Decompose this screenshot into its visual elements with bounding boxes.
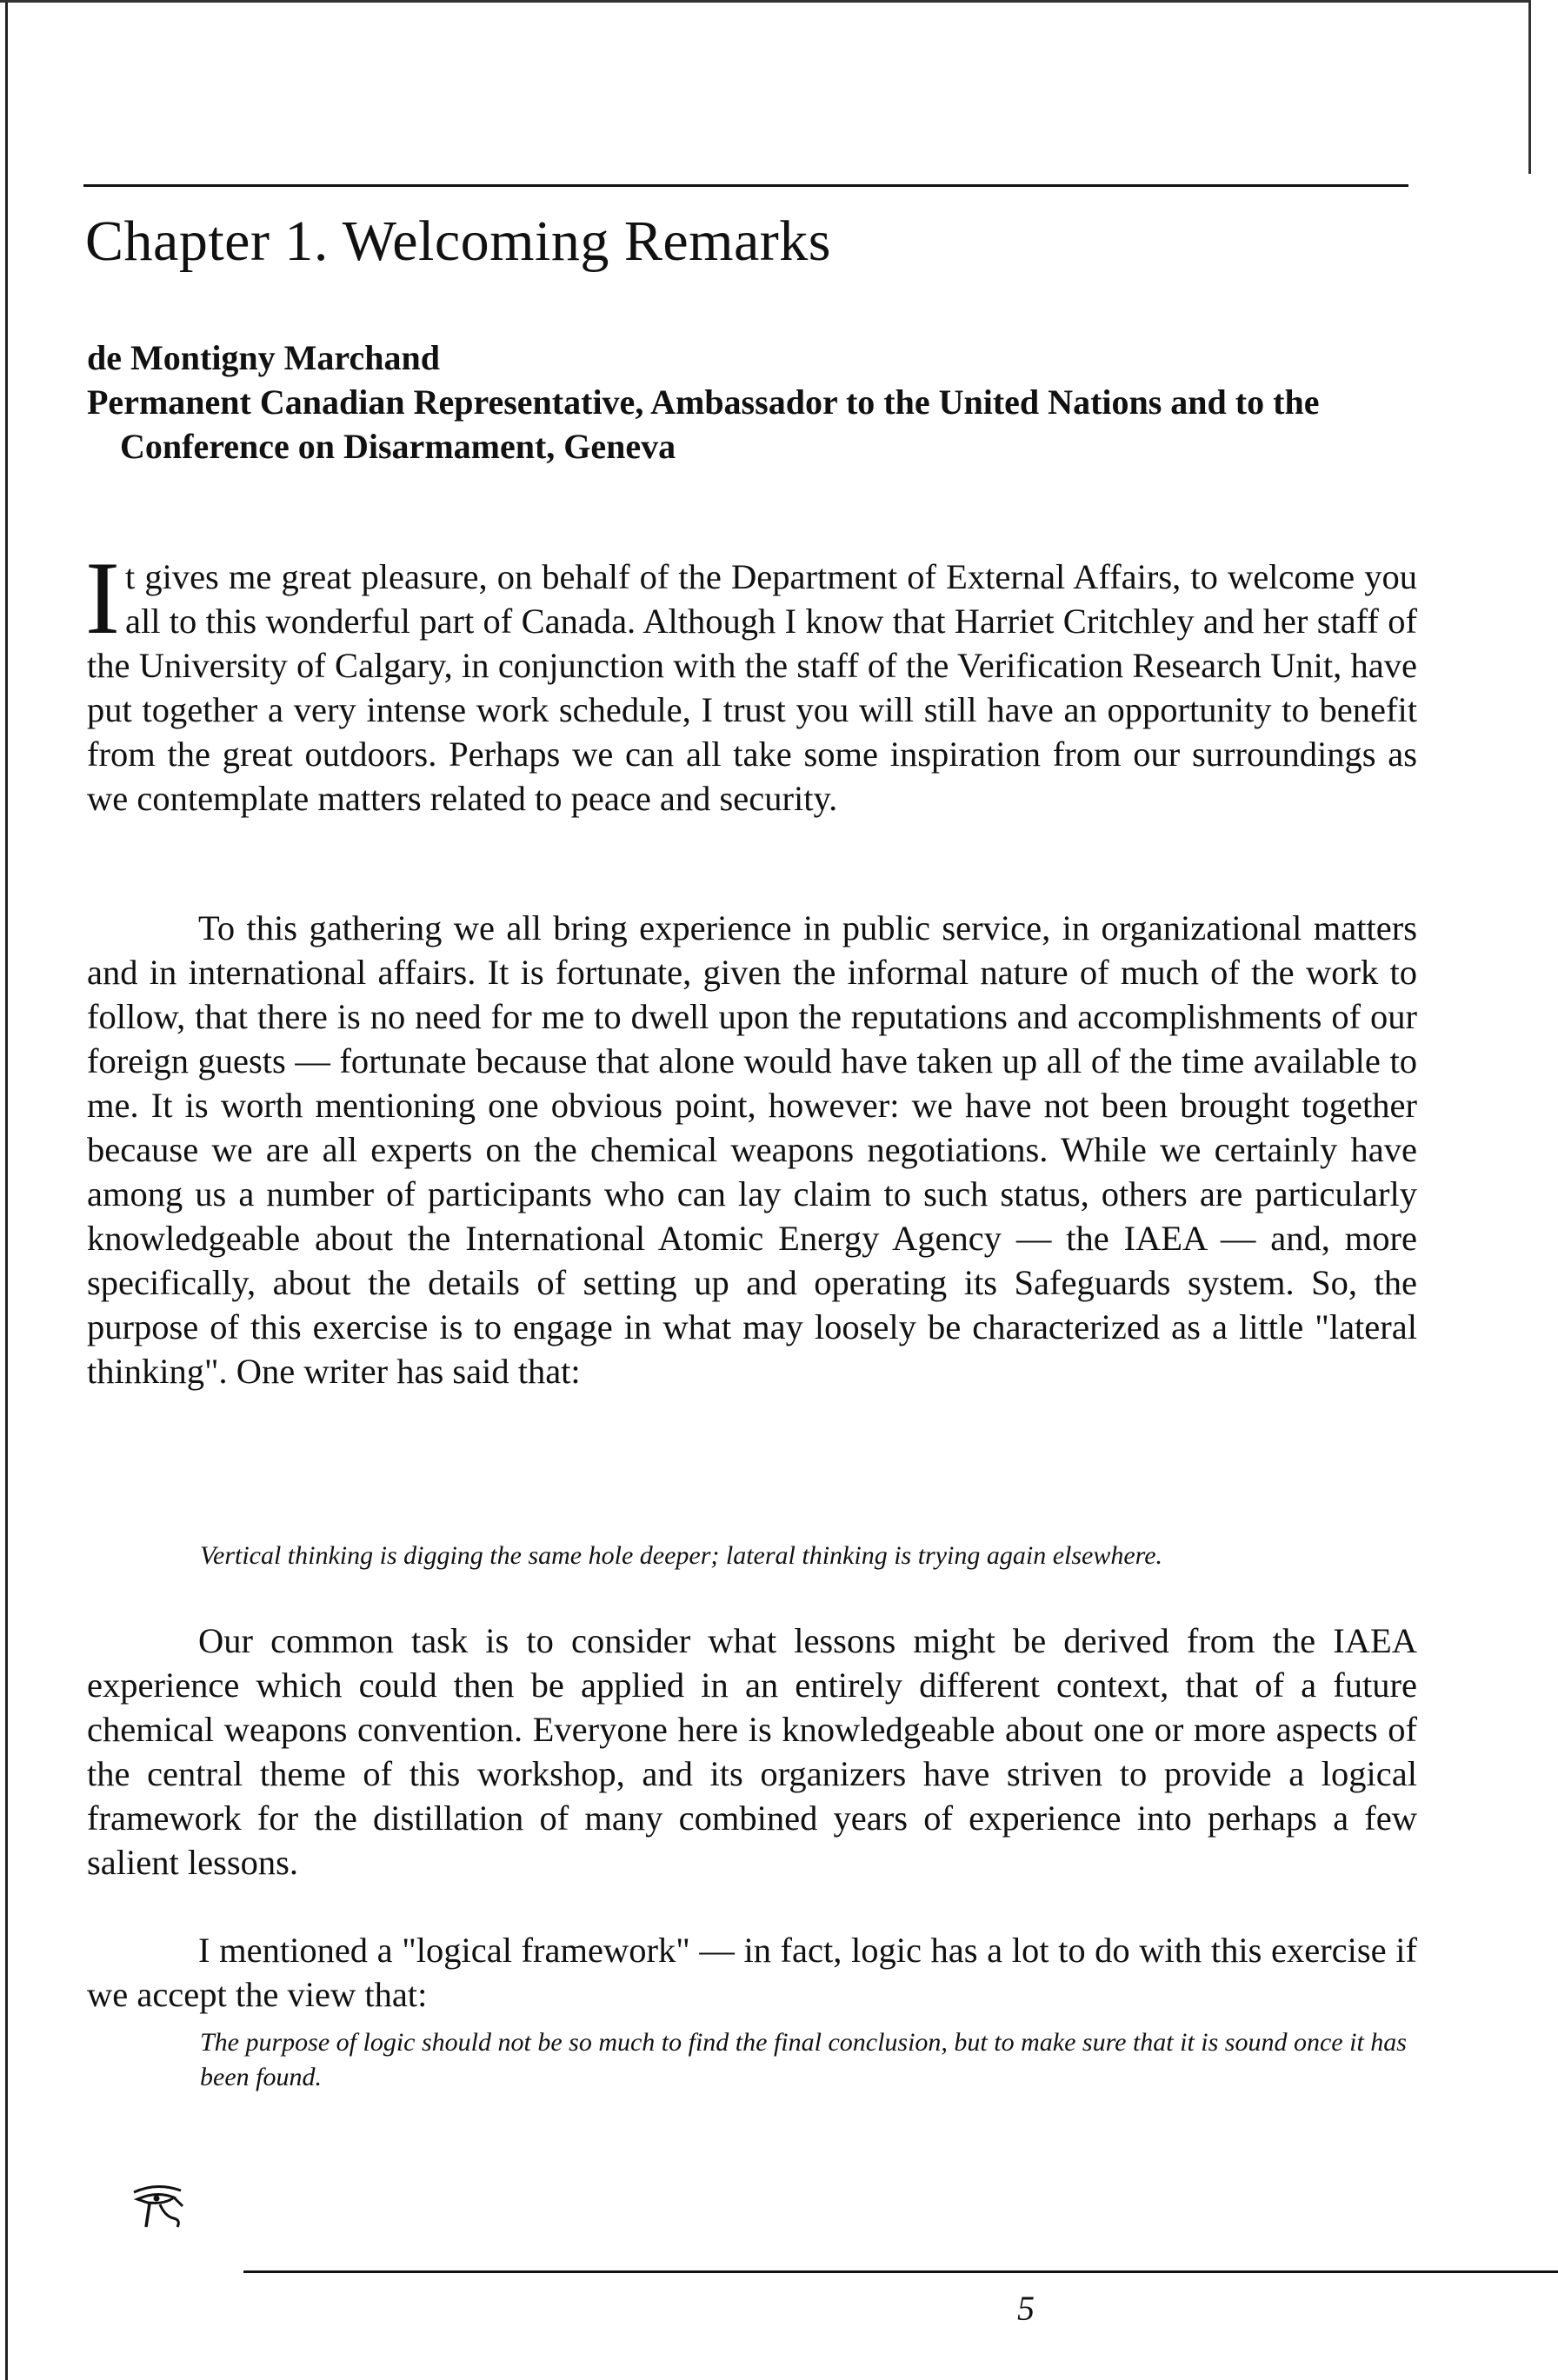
byline: [87, 336, 1443, 469]
drop-cap: I: [85, 540, 120, 655]
author-affiliation: Permanent Canadian Representative, Ambassador to the United Nations and to the Conference on Disarmament, Geneva: [87, 382, 1320, 466]
page-edge-top: [0, 0, 1530, 3]
chapter-title: Chapter 1. Welcoming Remarks: [85, 209, 831, 273]
paragraph-1-text: t gives me great pleasure, on behalf of the Department of External Affairs, to welcome you all to this wonderful part of Canada. Although I know that Harriet Critchley and her staff of the University of Calgary, in conjunction with the staff of the Verification Research Unit, have put together a very intense work schedule, I trust you will still have an opportunity to benefit from the great outdoors. Perhaps we can all take some inspiration from our surroundings as we contemplate matters related to peace and security.: [87, 557, 1417, 818]
author-name: de Montigny Marchand: [87, 338, 440, 377]
header-rule: [83, 184, 1408, 187]
page-number: 5: [1017, 2289, 1035, 2328]
quote-logic: The purpose of logic should not be so much to find the final conclusion, but to make sure that it is sound once it has been found.: [200, 2028, 1407, 2091]
page-edge-right: [1528, 0, 1531, 174]
eye-of-horus-icon: [130, 2180, 184, 2234]
paragraph-4: I mentioned a "logical framework" — in fact, logic has a lot to do with this exercise if we accept the view that:: [87, 1931, 1417, 2014]
paragraph-2: To this gathering we all bring experience in public service, in organizational matters and in international affairs. It is fortunate, given the informal nature of much of the work to follow, that there is no need for me to dwell upon the reputations and accomplishments of our foreign guests — fortunate because that alone would have taken up all of the time available to me. It is worth mentioning one obvious point, however: we have not been brought together because we are all experts on the chemical weapons negotiations. While we certainly have among us a number of participants who can lay claim to such status, others are particularly knowledgeable about the International Atomic Energy Agency — the IAEA — and, more specifically, about the details of setting up and operating its Safeguards system. So, the purpose of this exercise is to engage in what may loosely be characterized as a little "lateral thinking". One writer has said that:: [87, 908, 1417, 1391]
page-edge-left: [5, 0, 8, 2380]
footer-rule: [243, 2270, 1558, 2273]
paragraph-3: Our common task is to consider what lessons might be derived from the IAEA experience which could then be applied in an entirely different context, that of a future chemical weapons convention. Everyone here is knowledgeable about one or more aspects of the central theme of this workshop, and its organizers have striven to provide a logical framework for the distillation of many combined years of experience into perhaps a few salient lessons.: [87, 1621, 1417, 1882]
paragraph-1: [85, 540, 1417, 821]
quote-lateral-thinking: Vertical thinking is digging the same hole deeper; lateral thinking is trying again elsewhere.: [200, 1541, 1163, 1570]
